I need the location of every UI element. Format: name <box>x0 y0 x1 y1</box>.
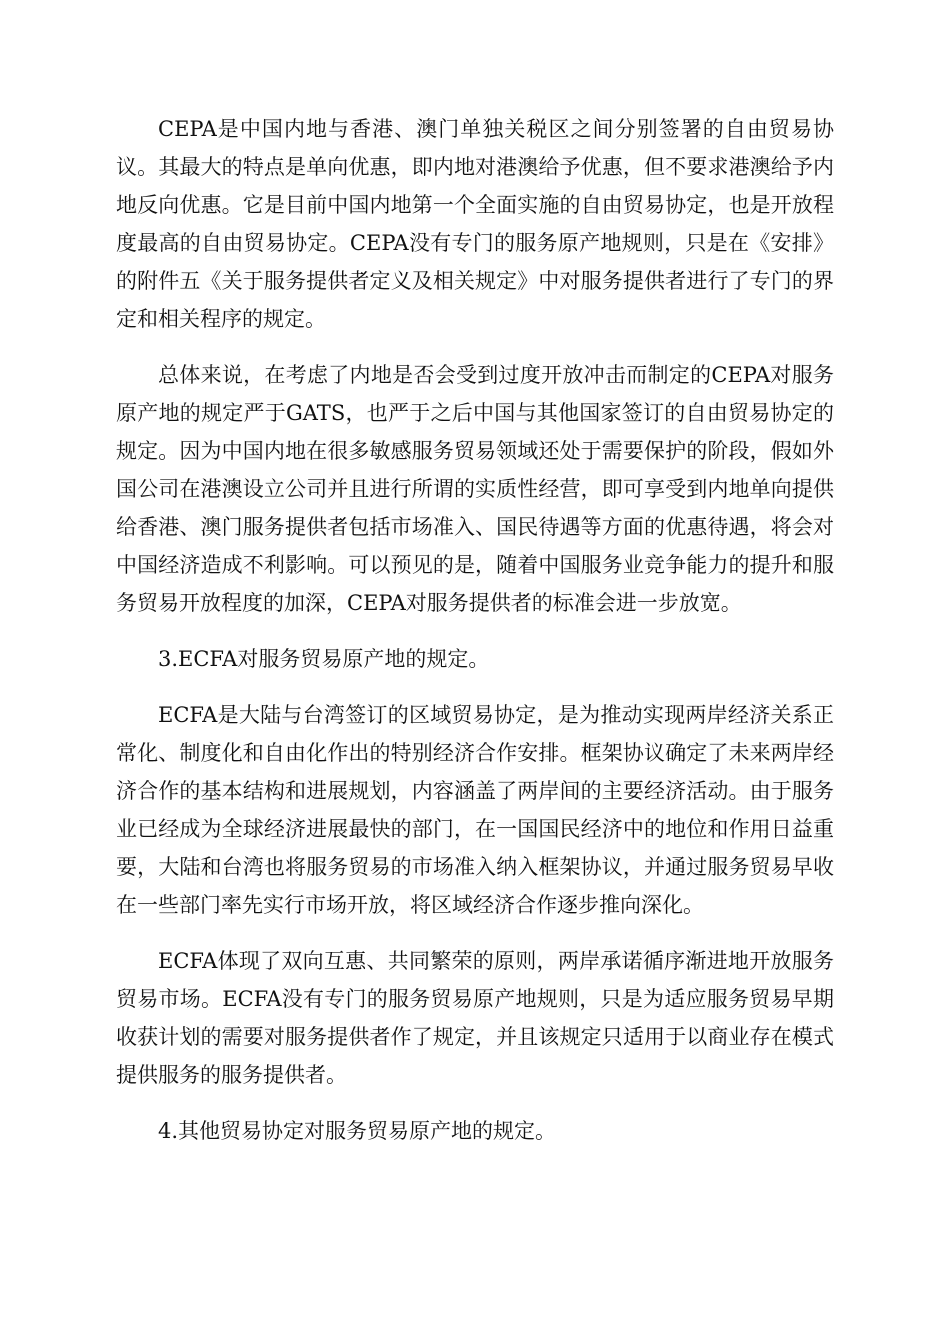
paragraph-ecfa-intro: ECFA是大陆与台湾签订的区域贸易协定，是为推动实现两岸经济关系正常化、制度化和自由化作出的特别经济合作安排。框架协议确定了未来两岸经济合作的基本结构和进展规划，内容涵盖了两岸间的主要经济活动。由于服务业已经成为全球经济进展最快的部门，在一国国民经济中的地位和作用日益重要，大陆和台湾也将服务贸易的市场准入纳入框架协议，并通过服务贸易早收在一些部门率先实行市场开放，将区域经济合作逐步推向深化。 <box>116 703 834 917</box>
paragraph-cepa-intro: CEPA是中国内地与香港、澳门单独关税区之间分别签署的自由贸易协议。其最大的特点是单向优惠，即内地对港澳给予优惠，但不要求港澳给予内地反向优惠。它是目前中国内地第一个全面实施的自由贸易协定，也是开放程度最高的自由贸易协定。CEPA没有专门的服务原产地规则，只是在《安排》的附件五《关于服务提供者定义及相关规定》中对服务提供者进行了专门的界定和相关程序的规定。 <box>116 117 834 331</box>
paragraph-ecfa-principles: ECFA体现了双向互惠、共同繁荣的原则，两岸承诺循序渐进地开放服务贸易市场。ECFA没有专门的服务贸易原产地规则，只是为适应服务贸易早期收获计划的需要对服务提供者作了规定，并且该规定只适用于以商业存在模式提供服务的服务提供者。 <box>116 949 834 1087</box>
section-heading-ecfa: 3.ECFA对服务贸易原产地的规定。 <box>158 647 490 671</box>
paragraph-cepa-summary: 总体来说，在考虑了内地是否会受到过度开放冲击而制定的CEPA对服务原产地的规定严于GATS，也严于之后中国与其他国家签订的自由贸易协定的规定。因为中国内地在很多敏感服务贸易领域还处于需要保护的阶段，假如外国公司在港澳设立公司并且进行所谓的实质性经营，即可享受到内地单向提供给香港、澳门服务提供者包括市场准入、国民待遇等方面的优惠待遇，将会对中国经济造成不利影响。可以预见的是，随着中国服务业竞争能力的提升和服务贸易开放程度的加深，CEPA对服务提供者的标准会进一步放宽。 <box>116 363 834 615</box>
section-heading-other-agreements: 4.其他贸易协定对服务贸易原产地的规定。 <box>158 1119 557 1143</box>
document-body <box>116 110 834 1168</box>
